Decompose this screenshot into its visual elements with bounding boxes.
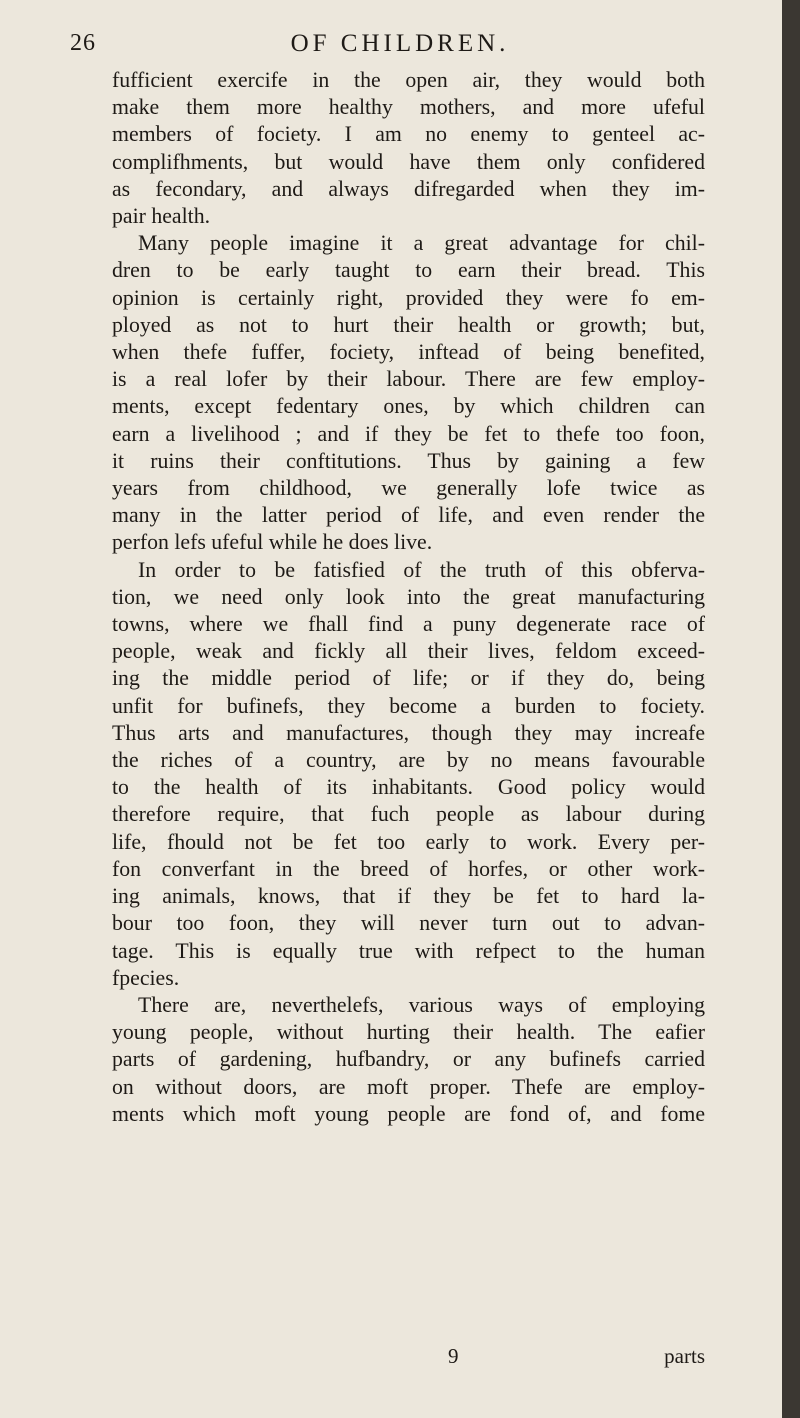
text-line: years from childhood, we generally lofe twice as bbox=[112, 476, 705, 501]
text-line: when thefe fuffer, fociety, inftead of being benefited, bbox=[112, 340, 705, 365]
text-line: fufficient exercife in the open air, they would both bbox=[112, 68, 705, 92]
text-line: perfon lefs ufeful while he does live. bbox=[112, 530, 433, 555]
page-header bbox=[70, 30, 730, 66]
text-line: as fecondary, and always difregarded when they im- bbox=[112, 176, 705, 201]
text-line: towns, where we fhall find a puny degenerate race of bbox=[112, 612, 705, 637]
text-line: people, weak and fickly all their lives, feldom exceed- bbox=[112, 639, 705, 664]
text-line: members of fociety. I am no enemy to genteel ac- bbox=[112, 122, 705, 147]
text-line: ing the middle period of life; or if they do, being bbox=[112, 666, 705, 691]
text-line: it ruins their conftitutions. Thus by gaining a few bbox=[112, 448, 705, 473]
text-line: ployed as not to hurt their health or growth; but, bbox=[112, 312, 705, 337]
text-line: therefore require, that fuch people as labour during bbox=[112, 802, 705, 827]
text-line: fpecies. bbox=[112, 965, 180, 990]
text-line: to the health of its inhabitants. Good policy would bbox=[112, 775, 705, 800]
text-line: bour too foon, they will never turn out to advan- bbox=[112, 911, 705, 936]
body-text bbox=[112, 67, 705, 1128]
running-head: OF CHILDREN. bbox=[290, 30, 510, 57]
page-footer bbox=[112, 1344, 705, 1374]
text-line: pair health. bbox=[112, 204, 211, 229]
text-line: ments, except fedentary ones, by which children can bbox=[112, 394, 705, 419]
catchword: parts bbox=[664, 1344, 705, 1368]
text-line: many in the latter period of life, and even render the bbox=[112, 503, 705, 528]
text-line: ing animals, knows, that if they be fet to hard la- bbox=[112, 884, 705, 909]
text-line: ments which moft young people are fond of, and fome bbox=[112, 1101, 705, 1126]
text-line: earn a livelihood ; and if they be fet to thefe too foon, bbox=[112, 421, 705, 446]
text-line: parts of gardening, hufbandry, or any bufinefs carried bbox=[112, 1047, 705, 1072]
text-line: tage. This is equally true with refpect to the human bbox=[112, 938, 705, 963]
text-line: make them more healthy mothers, and more ufeful bbox=[112, 95, 705, 120]
text-line: complifhments, but would have them only confidered bbox=[112, 149, 705, 174]
text-line: life, fhould not be fet too early to work. Every per- bbox=[112, 829, 705, 854]
text-line: Many people imagine it a great advantage for chil- bbox=[138, 231, 705, 256]
text-line: the riches of a country, are by no means favourable bbox=[112, 748, 705, 773]
text-line: dren to be early taught to earn their bread. This bbox=[112, 258, 705, 283]
text-line: unfit for bufinefs, they become a burden to fociety. bbox=[112, 693, 705, 718]
text-line: fon converfant in the breed of horfes, or other work- bbox=[112, 856, 705, 881]
text-line: is a real lofer by their labour. There are few employ- bbox=[112, 367, 705, 392]
signature-mark: 9 bbox=[448, 1344, 459, 1368]
text-line: tion, we need only look into the great manufacturing bbox=[112, 584, 705, 609]
page-number: 26 bbox=[70, 30, 96, 56]
text-line: young people, without hurting their health. The eafier bbox=[112, 1020, 705, 1045]
text-line: opinion is certainly right, provided they were fo em- bbox=[112, 285, 705, 310]
text-line: In order to be fatisfied of the truth of this obferva- bbox=[138, 557, 705, 582]
text-line: Thus arts and manufactures, though they may increafe bbox=[112, 720, 705, 745]
text-line: There are, neverthelefs, various ways of employing bbox=[138, 992, 705, 1017]
page-edge-shadow bbox=[782, 0, 800, 1418]
text-line: on without doors, are moft proper. Thefe are employ- bbox=[112, 1074, 705, 1099]
